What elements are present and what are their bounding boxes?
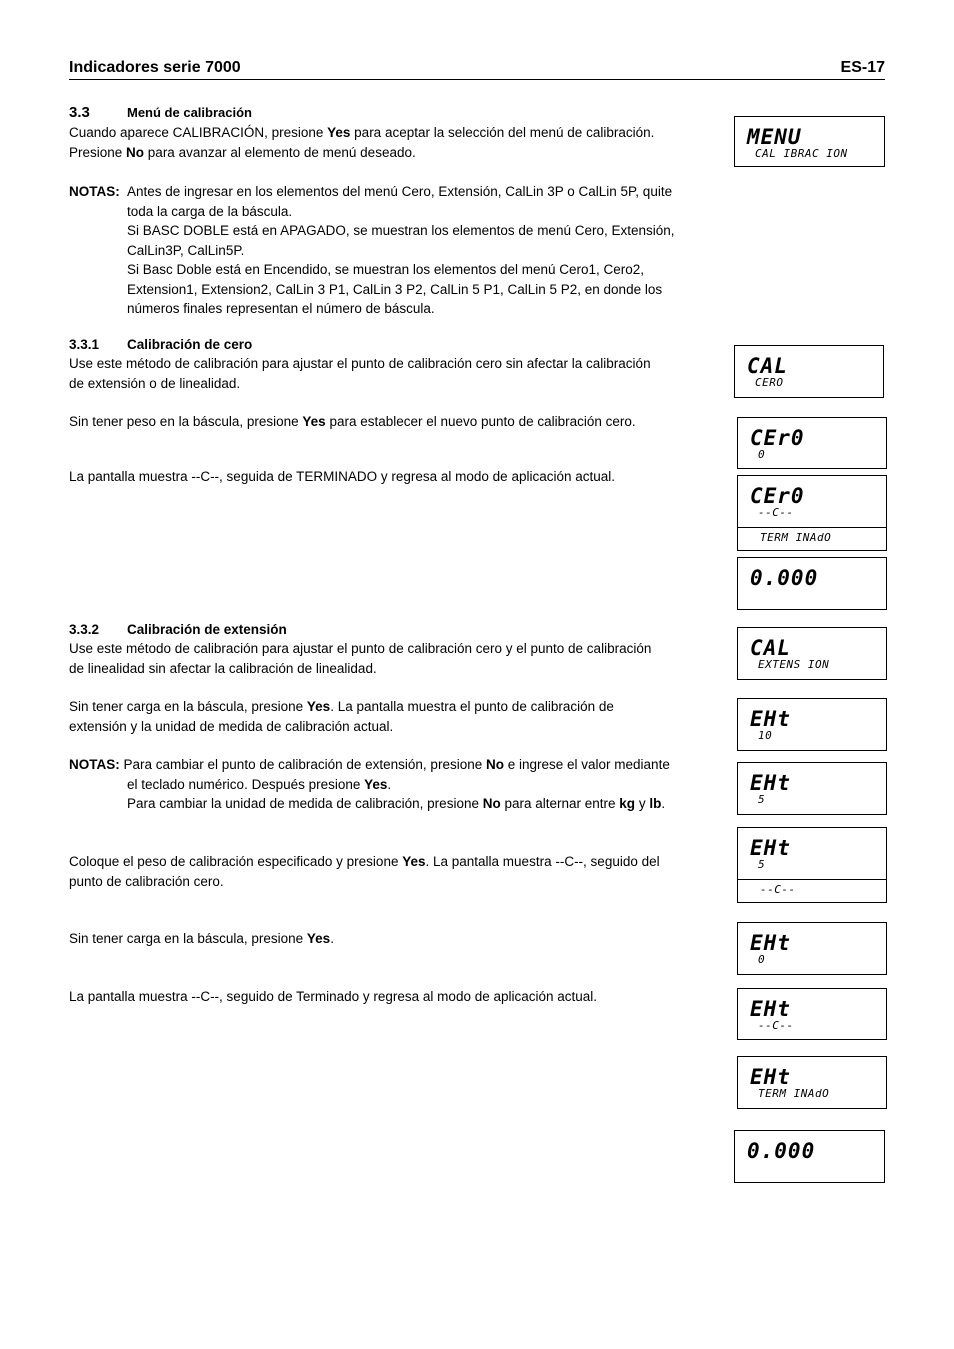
lcd-main-text: 0.000: [747, 1139, 816, 1163]
lcd-strip: [738, 527, 886, 550]
lcd-main-text: CAL: [750, 636, 791, 660]
lcd-sub-text: 0: [758, 448, 766, 461]
lcd-display-zero-weight-final: [734, 1130, 885, 1183]
lcd-display-cero-0: [737, 417, 887, 469]
lcd-main-text: EHt: [750, 997, 791, 1021]
lcd-sub-text: --C--: [758, 506, 794, 519]
lcd-main-text: 0.000: [750, 566, 819, 590]
document-title: Indicadores serie 7000: [69, 59, 241, 76]
lcd-display-cal-extension: [737, 627, 887, 680]
lcd-display-cero-c: [737, 475, 887, 551]
lcd-sub-text: EXTENS ION: [758, 658, 830, 671]
lcd-sub-text: TERM INAdO: [758, 1087, 830, 1100]
lcd-main-text: CEr0: [750, 484, 805, 508]
lcd-strip-text: --C--: [760, 883, 796, 896]
lcd-sub-text: CAL IBRAC ION: [755, 147, 848, 160]
lcd-display-ext-5: [737, 762, 887, 815]
lcd-main-text: EHt: [750, 931, 791, 955]
section-heading-3-3: [69, 104, 252, 121]
lcd-display-ext-10: [737, 698, 887, 751]
lcd-main-text: EHt: [750, 836, 791, 860]
lcd-display-ext-terminado: [737, 1056, 887, 1109]
lcd-display-cal-cero: [734, 345, 884, 398]
page-header: [69, 59, 885, 80]
lcd-main-text: MENU: [747, 125, 802, 149]
lcd-sub-text: 0: [758, 953, 766, 966]
paragraph: Sin tener carga en la báscula, presione Yes. La pantalla muestra el punto de calibración de extensión y la unidad de medida de calibración actual.: [69, 699, 614, 734]
lcd-display-ext-c: [737, 988, 887, 1040]
paragraph: Sin tener peso en la báscula, presione Yes para establecer el nuevo punto de calibración cero.: [69, 414, 636, 429]
lcd-main-text: EHt: [750, 707, 791, 731]
lcd-display-menu: [734, 116, 885, 167]
paragraph: Cuando aparece CALIBRACIÓN, presione Yes para aceptar la selección del menú de calibración. Presione No para avanzar al elemento de menú deseado.: [69, 125, 655, 160]
lcd-sub-text: 5: [758, 858, 766, 871]
notes-label: NOTAS:: [69, 184, 120, 199]
lcd-display-ext-0: [737, 922, 887, 975]
lcd-sub-text: 5: [758, 793, 766, 806]
paragraph: Use este método de calibración para ajustar el punto de calibración cero sin afectar la calibración de extensión o de linealidad.: [69, 356, 651, 391]
paragraph: La pantalla muestra --C--, seguida de TERMINADO y regresa al modo de aplicación actual.: [69, 469, 616, 484]
lcd-main-text: EHt: [750, 1065, 791, 1089]
lcd-strip-text: TERM INAdO: [760, 531, 832, 544]
paragraph: Use este método de calibración para ajustar el punto de calibración cero y el punto de calibración de linealidad sin afectar la calibración de linealidad.: [69, 641, 652, 676]
notes-label: NOTAS:: [69, 757, 120, 772]
lcd-sub-text: CERO: [755, 376, 784, 389]
section-title: Menú de calibración: [127, 105, 252, 120]
lcd-display-zero-weight: [737, 557, 887, 610]
lcd-display-ext-5-c: [737, 827, 887, 903]
lcd-strip: [738, 879, 886, 902]
page-number: ES-17: [840, 59, 885, 76]
section-heading-3-3-2: 3.3.2 Calibración de extensión: [69, 622, 287, 637]
paragraph: La pantalla muestra --C--, seguido de Terminado y regresa al modo de aplicación actual.: [69, 989, 598, 1004]
section-heading-3-3-1: 3.3.1 Calibración de cero: [69, 337, 253, 352]
notes-block: NOTAS: Antes de ingresar en los elementos del menú Cero, Extensión, CalLin 3P o CalLin 5P, quite toda la carga de la báscula. Si BASC DOBLE está en APAGADO, se muestran los elementos de menú Cero, Extensión, CalLin3P, CalLin5P. Si Basc Doble está en Encendido, se muestran los elementos del menú Cero1, Cero2, Extension1, Extension2, CalLin 3 P1, CalLin 3 P2, CalLin 5 P1, CalLin 5 P2, en donde los números finales representan el número de báscula.: [69, 184, 675, 316]
notes-block: NOTAS: Para cambiar el punto de calibración de extensión, presione No e ingrese el valor mediante el teclado numérico. Después presione Yes. Para cambiar la unidad de medida de calibración, presione No para alternar entre kg y lb.: [69, 757, 670, 811]
lcd-main-text: EHt: [750, 771, 791, 795]
paragraph: Sin tener carga en la báscula, presione Yes.: [69, 931, 334, 946]
lcd-main-text: CEr0: [750, 426, 805, 450]
section-number: 3.3: [69, 104, 90, 121]
paragraph: Coloque el peso de calibración especificado y presione Yes. La pantalla muestra --C--, seguido del punto de calibración cero.: [69, 854, 660, 889]
lcd-main-text: CAL: [747, 354, 788, 378]
lcd-sub-text: 10: [758, 729, 773, 742]
lcd-sub-text: --C--: [758, 1019, 794, 1032]
